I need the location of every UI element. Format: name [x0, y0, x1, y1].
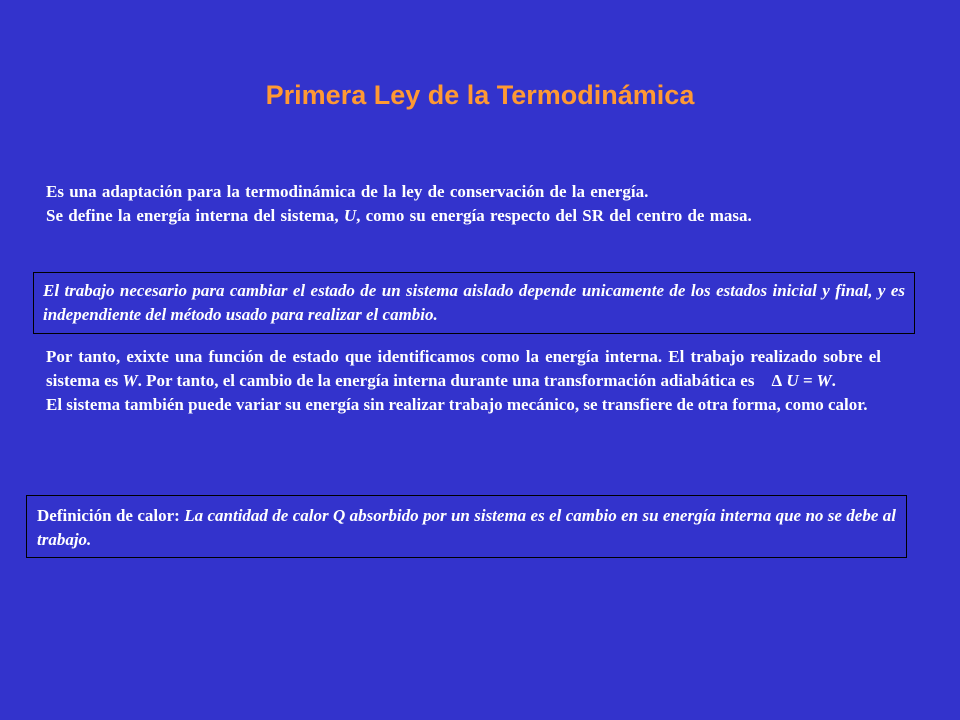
consequence-text-heat: El sistema también puede variar su energía sin realizar trabajo mecánico, se transfiere de otra forma, como calor.: [46, 395, 868, 414]
intro-paragraph: [46, 180, 926, 228]
heat-definition-text: La cantidad de calor Q absorbido por un sistema es el cambio en su energía interna que no se debe al trabajo.: [37, 506, 896, 549]
equation-period: .: [831, 371, 836, 390]
intro-line-2: [46, 204, 926, 228]
adiabatic-equation: U = W: [786, 371, 832, 390]
intro-line-1: Es una adaptación para la termodinámica de la ley de conservación de la energía.: [46, 182, 649, 201]
intro-line-2-start: Se define la energía interna del sistema,: [46, 206, 344, 225]
intro-line-2-end: , como su energía respecto del SR del centro de masa.: [356, 206, 752, 225]
slide-title: Primera Ley de la Termodinámica: [265, 80, 695, 110]
consequence-text-mid: . Por tanto, el cambio de la energía interna durante una transformación adiabática es: [137, 371, 755, 390]
consequence-paragraph: [46, 345, 881, 417]
symbol-w: W: [122, 371, 138, 390]
heat-definition-box: [26, 495, 907, 558]
heat-definition: [37, 504, 896, 552]
consequence-text-start: Por tanto, exixte una función de estado que identificamos como la energía interna. El trabajo realizado sobre el sistema es: [46, 347, 881, 390]
first-law-statement-box: [33, 272, 915, 334]
symbol-u: U: [343, 206, 357, 225]
heat-definition-label: Definición de calor:: [37, 506, 185, 525]
delta-symbol: Δ: [771, 371, 783, 390]
first-law-statement: El trabajo necesario para cambiar el estado de un sistema aislado depende unicamente de los estados inicial y final, y es independiente del método usado para realizar el cambio.: [43, 281, 905, 324]
